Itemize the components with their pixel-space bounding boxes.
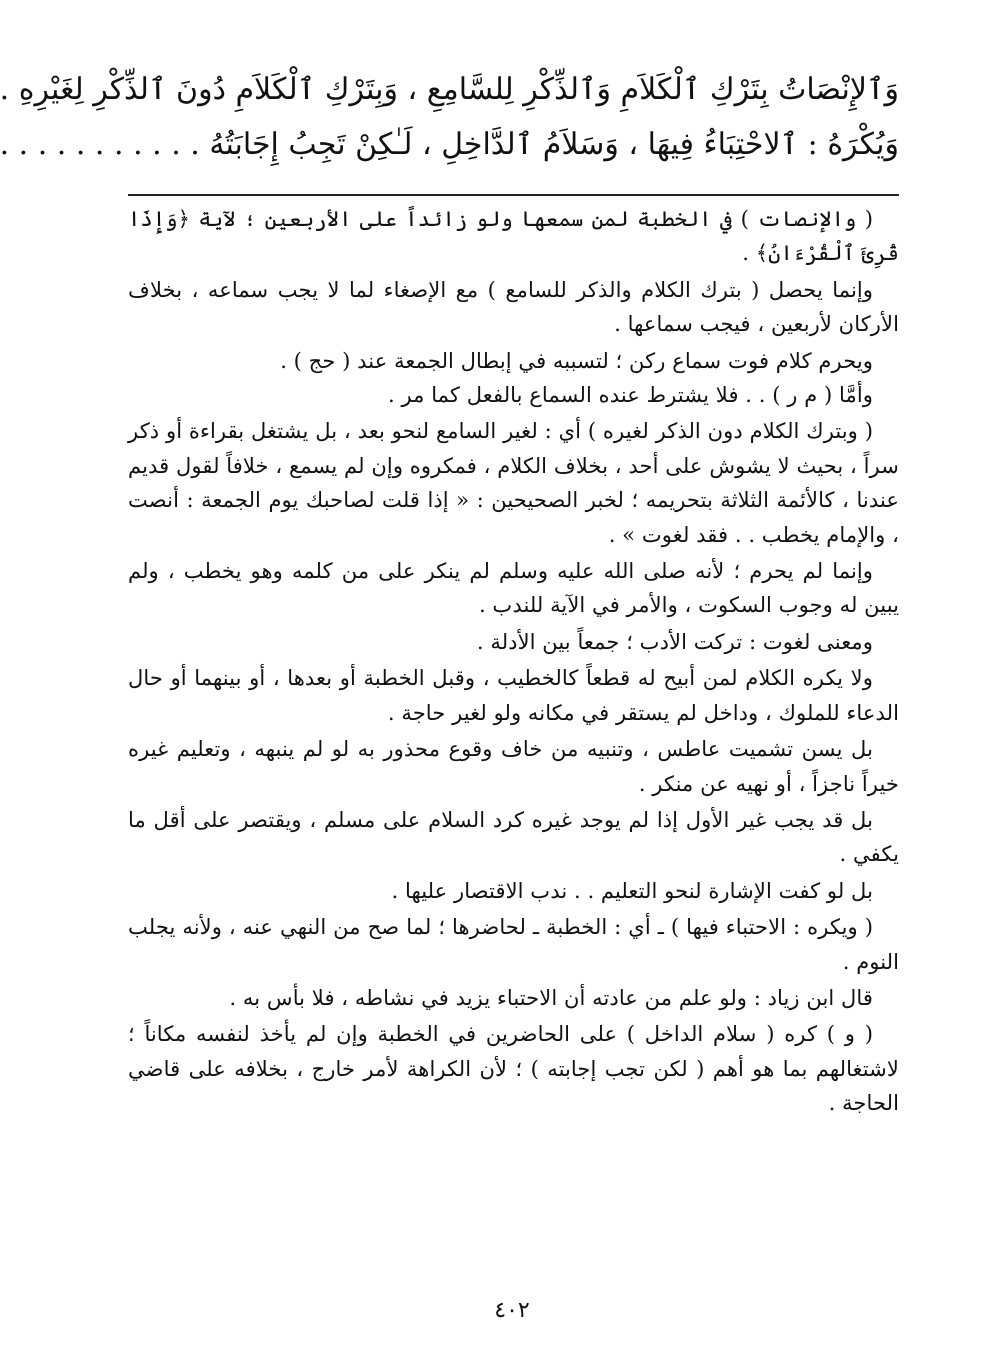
commentary-paragraph: ( و ) كره ( سلام الداخل ) على الحاضرين في الخطبة وإن لم يأخذ لنفسه مكاناً ؛ لاشتغالهم بما هو أهم ( لكن تجب إجابته ) ؛ لأن الكراهة لأمر خارج ، بخلافه على قاضي الحاجة . [128, 1021, 899, 1116]
commentary-paragraph: بل يسن تشميت عاطس ، وتنبيه من خاف وقوع محذور به لو لم ينبهه ، وتعليم غيره خيراً ناجزاً ، أو نهيه عن منكر . [128, 736, 899, 796]
commentary-paragraph: قال ابن زياد : ولو علم من عادته أن الاحتباء يزيد في نشاطه ، فلا بأس به . [229, 984, 873, 1010]
commentary-paragraph: ومعنى لغوت : تركت الأدب ؛ جمعاً بين الأدلة . [476, 628, 873, 654]
page-number: ٤٠٢ [494, 1298, 530, 1323]
commentary-paragraph: ويحرم كلام فوت سماع ركن ؛ لتسببه في إبطال الجمعة عند ( حج ) . [280, 347, 873, 373]
commentary-text [128, 202, 899, 1121]
commentary-paragraph: وإنما يحصل ( بترك الكلام والذكر للسامع ) مع الإصغاء لما لا يجب سماعه ، بخلاف الأركان لأربعين ، فيجب سماعها . [128, 276, 899, 337]
page-body [0, 62, 899, 1123]
matn-line: وَيُكْرَهُ : ٱلاحْتِبَاءُ فِيهَا ، وَسَلاَمُ ٱلدَّاخِلِ ، لَـٰكِنْ تَجِبُ إِجَابَتُهُ . . . . . . . . . . . [0, 127, 899, 162]
commentary-paragraph: ( وبترك الكلام دون الذكر لغيره ) أي : لغير السامع لنحو بعد ، بل يشتغل بقراءة أو ذكر سراً ، بحيث لا يشوش على أحد ، بخلاف الكلام ، فمكروه وإن لم يسمع ، خلافاً لقول قديم عندنا ، كالأئمة الثلاثة بتحريمه ؛ لخبر الصحيحين : « إذا قلت لصاحبك يوم الجمعة : أنصت ، والإمام يخطب . . فقد لغوت » . [128, 418, 899, 547]
commentary-paragraph: ( والإنصات ) في الخطبة لمن سمعها ولو زائداً على الأربعين ؛ لآية ﴿وَإِذَا قُرِئَ ٱلْقُرْءَانُ﴾ . [128, 206, 899, 266]
divider-rule [128, 194, 899, 196]
commentary-paragraph: بل قد يجب غير الأول إذا لم يوجد غيره كرد السلام على مسلم ، ويقتصر على أقل ما يكفي . [128, 806, 899, 867]
commentary-paragraph: ولا يكره الكلام لمن أبيح له قطعاً كالخطيب ، وقبل الخطبة أو بعدها ، أو بينهما أو حال الدعاء للملوك ، وداخل لم يستقر في مكانه ولو لغير حاجة . [128, 665, 899, 725]
matn-text [0, 62, 899, 172]
matn-line: وَٱلإِنْصَاتُ بِتَرْكِ ٱلْكَلاَمِ وَٱلذِّكْرِ لِلسَّامِعِ ، وَبِتَرْكِ ٱلْكَلاَمِ دُونَ ٱلذِّكْرِ لِغَيْرِهِ . [0, 72, 899, 107]
commentary-paragraph: بل لو كفت الإشارة لنحو التعليم . . ندب الاقتصار عليها . [391, 877, 873, 903]
commentary-paragraph: ( ويكره : الاحتباء فيها ) ـ أي : الخطبة ـ لحاضرها ؛ لما صح من النهي عنه ، ولأنه يجلب النوم . [128, 914, 899, 974]
commentary-paragraph: وأمَّا ( م ر ) . . فلا يشترط عنده السماع بالفعل كما مر . [387, 382, 873, 408]
commentary-paragraph: وإنما لم يحرم ؛ لأنه صلى الله عليه وسلم لم ينكر على من كلمه وهو يخطب ، ولم يبين له وجوب السكوت ، والأمر في الآية للندب . [128, 558, 899, 618]
